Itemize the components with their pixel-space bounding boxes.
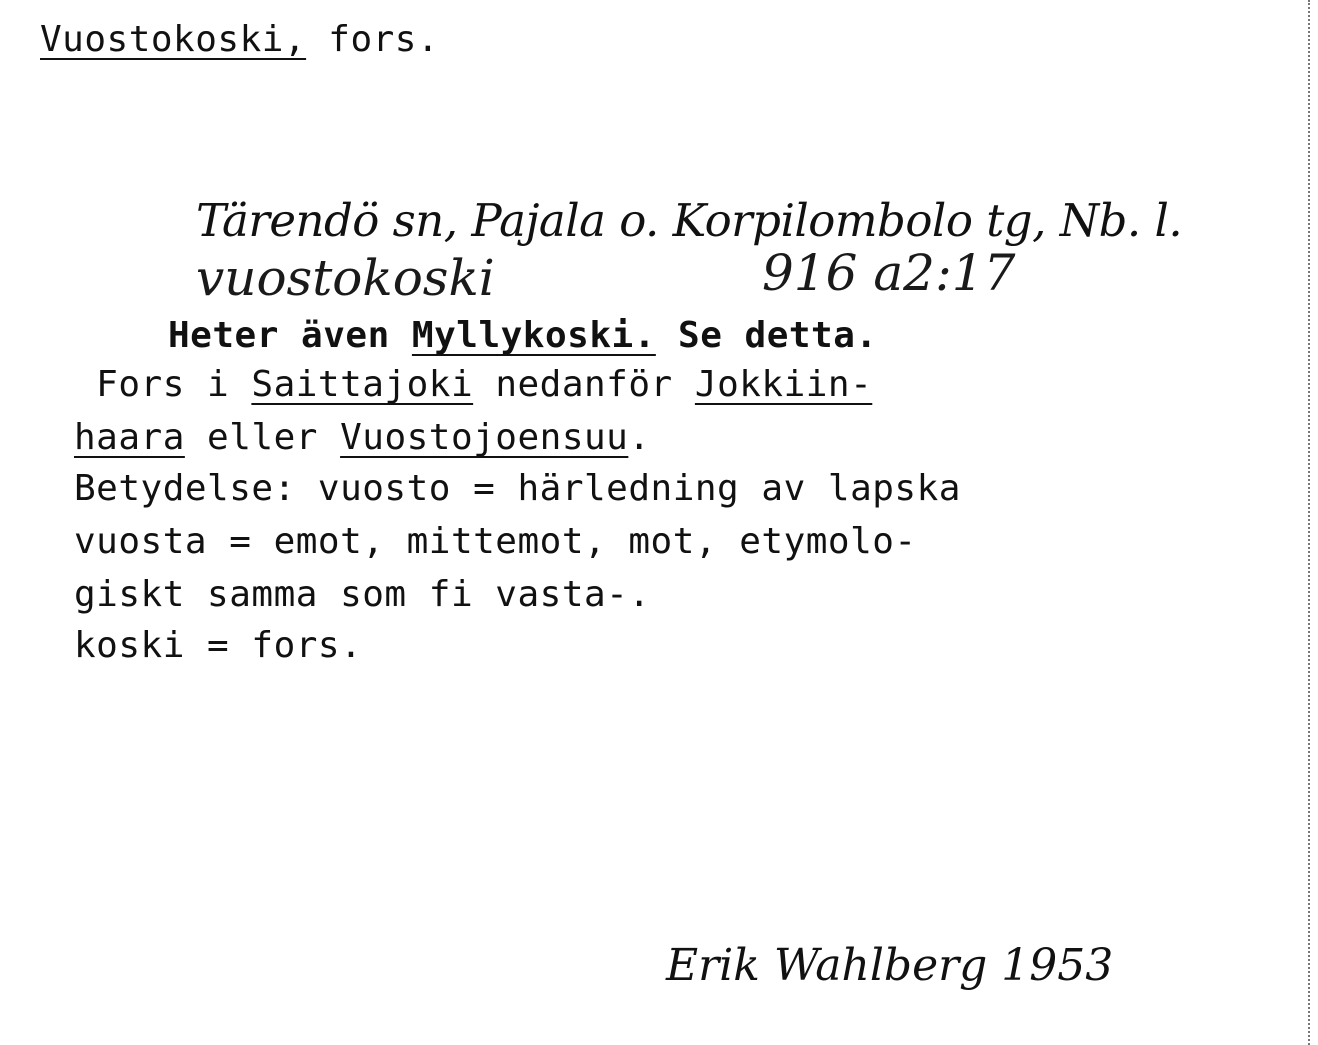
body-line-1-prefix: Heter även (168, 315, 412, 356)
signature: Erik Wahlberg 1953 (666, 940, 1114, 991)
headword-line (40, 19, 440, 60)
headword-type: fors. (306, 19, 440, 60)
river-saittajoki: Saittajoki (251, 364, 474, 405)
body-line-6: giskt samma som fi vasta-. (74, 574, 651, 615)
place-haara: haara (74, 417, 185, 458)
handwritten-name: vuostokoski (196, 249, 495, 307)
handwritten-map-reference: 916 a2:17 (762, 244, 1016, 302)
place-line: Tärendö sn, Pajala o. Korpilombolo tg, Nb. l. (196, 194, 1183, 247)
body-line-7: koski = fors. (74, 625, 363, 666)
place-vuostojoensuu: Vuostojoensuu (340, 417, 629, 458)
body-line-1-suffix: Se detta. (655, 315, 878, 356)
body-line-3-middle: eller (184, 417, 341, 458)
headword: Vuostokoski, (40, 19, 307, 60)
body-line-1 (168, 315, 878, 356)
body-line-5: vuosta = emot, mittemot, mot, etymolo- (74, 521, 917, 562)
body-line-4: Betydelse: vuosto = härledning av lapska (74, 468, 961, 509)
alt-name-myllykoski: Myllykoski. (411, 315, 656, 356)
card-edge (1308, 0, 1310, 1045)
body-line-3 (74, 417, 651, 458)
place-jokkiin: Jokkiin- (694, 364, 873, 405)
body-line-3-suffix: . (628, 417, 651, 458)
body-line-2-prefix: Fors i (74, 364, 252, 405)
body-line-2-middle: nedanför (473, 364, 695, 405)
body-line-2 (74, 364, 873, 405)
